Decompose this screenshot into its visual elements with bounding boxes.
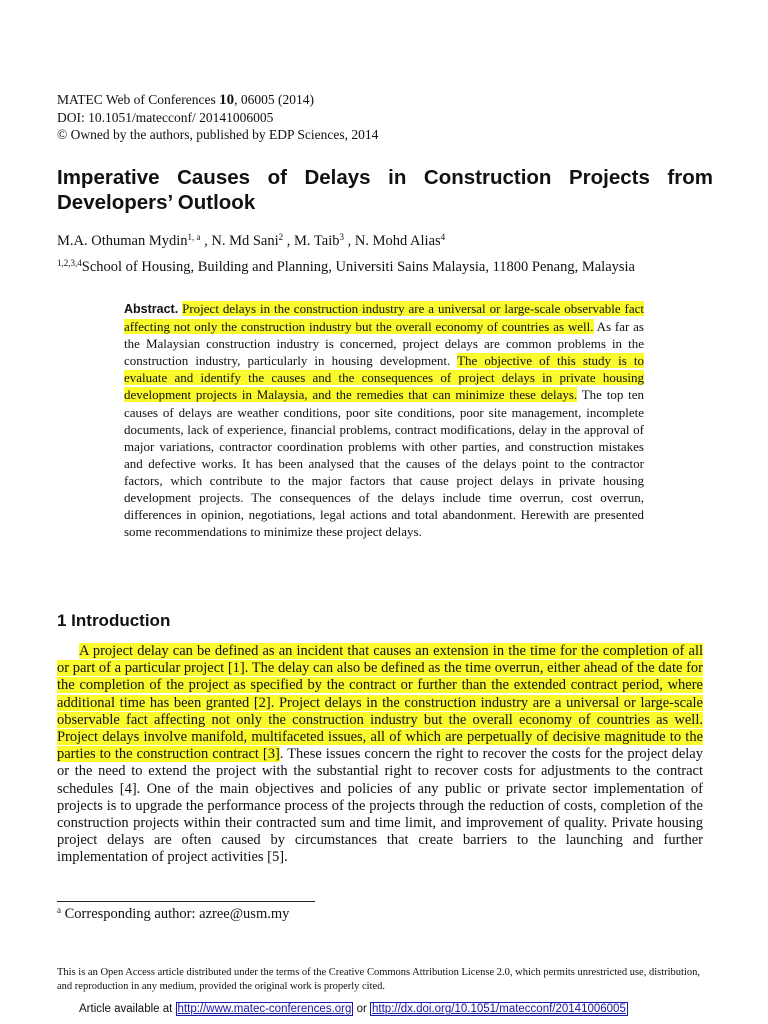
author-name: M.A. Othuman Mydin xyxy=(57,233,188,249)
journal-volume: 10 xyxy=(219,92,235,108)
paper-title: Imperative Causes of Delays in Construction Projects from Developers’ Outlook xyxy=(57,166,713,214)
abstract-text: The top ten causes of delays are weather conditions, poor site conditions, poor site management, incomplete documents, lack of experience, financial problems, contract modifications, delay in the approval of major variations, contractor coordination problems with other parties, and construction mistakes and defective works. It has been analysed that the causes of the delays point to the contractor factors, which contribute to the major factors that cause project delays in private housing development projects. The consequences of the delays include time overrun, cost overrun, differences in opinion, negotiations, legal actions and total abandonment. Herewith are presented some recommendations to minimize these project delays. xyxy=(124,387,644,540)
author-marker: 4 xyxy=(440,232,446,242)
copyright-line: © Owned by the authors, published by EDP Sciences, 2014 xyxy=(57,127,379,142)
journal-header xyxy=(57,91,378,143)
affiliation xyxy=(57,259,635,276)
affiliation-text: School of Housing, Building and Planning, Universiti Sains Malaysia, 11800 Penang, Malaysia xyxy=(81,259,635,275)
author-marker: 3 xyxy=(339,232,344,242)
footnote-divider xyxy=(57,901,315,902)
footnote xyxy=(57,906,289,923)
author-name: N. Mohd Alias xyxy=(354,233,441,249)
highlighted-text: The objective of this study is to evaluate and identify the causes and the consequences of project delays in private housing development projects in Malaysia, and the remedies that can minimize these delays. xyxy=(124,353,644,403)
abstract xyxy=(124,300,644,540)
journal-citation: MATEC Web of Conferences 10, 06005 (2014) xyxy=(57,92,315,108)
author-name: M. Taib xyxy=(294,233,340,249)
abstract-label: Abstract. xyxy=(124,302,179,316)
highlighted-text: A project delay can be defined as an incident that causes an extension in the time for the completion of all or part of a particular project [1]. The delay can also be defined as the time overrun, either ahead of the date for the completion of the project as specified by the contract or further than the extended contract period, where additional time has been granted [2]. Project delays in the construction industry are a universal or large-scale observable fact affecting not only the construction industry but the overall economy of countries as well. Project delays involve manifold, multifaceted issues, all of which are perpetually of decisive magnitude to the parties to the construction contract [3] xyxy=(57,643,703,763)
section-heading-introduction: 1 Introduction xyxy=(57,611,171,630)
doi-link[interactable]: http://dx.doi.org/10.1051/matecconf/20141006005 xyxy=(372,1003,626,1015)
article-availability: Article available at http://www.matec-conferences.org or http://dx.doi.org/10.1051/matecconf/20141006005 xyxy=(79,1003,626,1015)
introduction-paragraph xyxy=(57,643,703,867)
paragraph-text: . These issues concern the right to recover the costs for the project delay or the need to extend the project with the substantial right to recover costs for adjustments to the contract schedules [4]. One of the main objectives and policies of any public or private sector implementation of projects is to upgrade the performance process of the projects through the reduction of costs, completion of the construction projects within their contracted sum and time limit, and improvement of quality. Private housing project delays are often caused by circumstances that create barriers to the launching and further implementation of project activities [5]. xyxy=(57,746,703,866)
author-marker: 2 xyxy=(278,232,284,242)
doi-line: DOI: 10.1051/matecconf/ 20141006005 xyxy=(57,110,274,125)
availability-prefix: Article available at xyxy=(79,1003,176,1015)
license-notice: This is an Open Access article distributed under the terms of the Creative Commons Attribution License 2.0, which permits unrestricted use, distribution, and reproduction in any medium, provided the original work is properly cited. xyxy=(57,967,700,992)
author-name: N. Md Sani xyxy=(211,233,279,249)
footnote-marker: a xyxy=(57,905,61,915)
abstract-text: As far as the Malaysian construction industry is concerned, project delays are common problems in the construction industry, particularly in housing development. xyxy=(124,319,644,369)
affiliation-marker: 1,2,3,4 xyxy=(57,258,82,268)
footnote-text: Corresponding author: azree@usm.my xyxy=(61,906,290,922)
highlighted-text: Project delays in the construction industry are a universal or large-scale observable fact affecting not only the construction industry but the overall economy of countries as well. xyxy=(124,301,644,335)
author-marker: 1, a xyxy=(187,232,201,242)
author-list: M.A. Othuman Mydin$^{1, a}$ , N. Md Sani$^2$ , M. Taib$^3$ , N. Mohd Alias$^4$ xyxy=(57,232,446,249)
matec-conferences-link[interactable]: http://www.matec-conferences.org xyxy=(177,1003,352,1015)
